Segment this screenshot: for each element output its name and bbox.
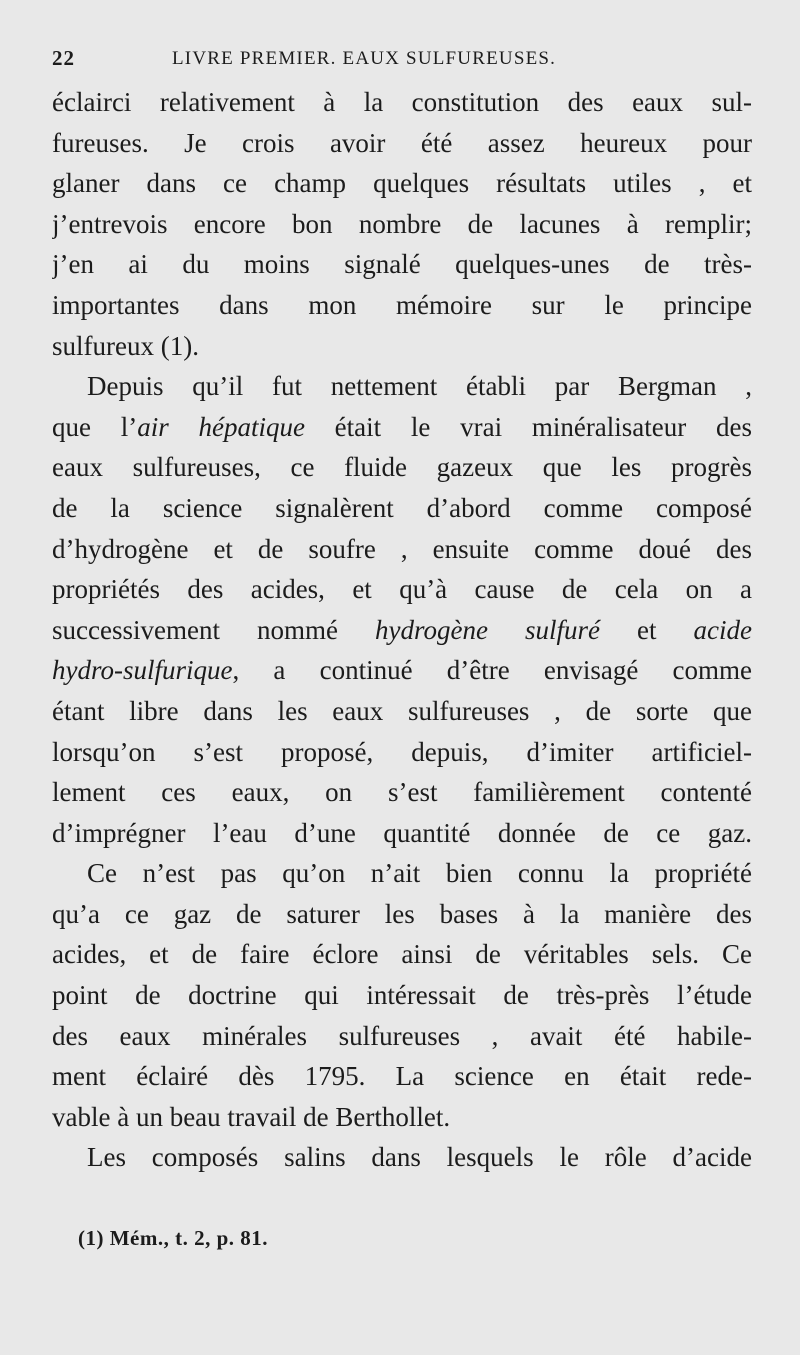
text-line: Ce n’est pas qu’on n’ait bien connu la propriété — [87, 858, 752, 889]
text-line: eaux sulfureuses, ce fluide gazeux que les progrès — [52, 452, 752, 483]
text-line: qu’a ce gaz de saturer les bases à la manière des — [52, 898, 752, 929]
text-line: sulfureux (1). — [52, 330, 199, 361]
text-line — [52, 610, 752, 651]
body-text — [52, 82, 752, 1178]
text-line: point de doctrine qui intéressait de très-près l’étude — [52, 980, 752, 1011]
text-line: importantes dans mon mémoire sur le principe — [52, 289, 752, 320]
text-line: j’en ai du moins signalé quelques-unes de très- — [52, 249, 752, 280]
text-line: d’imprégner l’eau d’une quantité donnée de ce gaz. — [52, 817, 752, 848]
italic-term: acide — [693, 614, 752, 645]
page-number: 22 — [52, 46, 75, 70]
text-run: successivement nommé — [52, 614, 375, 645]
text-run: et — [599, 614, 694, 645]
text-line: acides, et de faire éclore ainsi de véritables sels. Ce — [52, 939, 752, 970]
text-line: fureuses. Je crois avoir été assez heureux pour — [52, 127, 752, 158]
text-line: Les composés salins dans lesquels le rôle d’acide — [87, 1142, 752, 1173]
text-run: que l’ — [52, 411, 138, 442]
text-line: d’hydrogène et de soufre , ensuite comme doué des — [52, 533, 752, 564]
text-run: était le vrai minéralisateur des — [304, 411, 752, 442]
italic-term: hydrogène sulfuré — [374, 614, 600, 645]
text-line — [52, 407, 752, 448]
text-line: lorsqu’on s’est proposé, depuis, d’imiter artificiel- — [52, 736, 752, 767]
text-line: étant libre dans les eaux sulfureuses , de sorte que — [52, 695, 752, 726]
text-run: , a continué d’être envisagé comme — [232, 655, 752, 686]
running-head — [52, 46, 752, 76]
text-line: des eaux minérales sulfureuses , avait été habile- — [52, 1020, 752, 1051]
text-line: Depuis qu’il fut nettement établi par Bergman , — [87, 371, 752, 402]
text-line: vable à un beau travail de Berthollet. — [52, 1101, 451, 1132]
text-line: j’entrevois encore bon nombre de lacunes à remplir; — [52, 208, 752, 239]
text-line: de la science signalèrent d’abord comme composé — [52, 492, 752, 523]
text-line: glaner dans ce champ quelques résultats utiles , et — [52, 168, 752, 199]
running-title: LIVRE PREMIER. EAUX SULFUREUSES. — [172, 48, 557, 69]
italic-term: hydro-sulfurique — [52, 655, 233, 686]
text-line: lement ces eaux, on s’est familièrement contenté — [52, 777, 752, 808]
text-line: ment éclairé dès 1795. La science en était rede- — [52, 1061, 752, 1092]
footnote: (1) Mém., t. 2, p. 81. — [78, 1226, 269, 1250]
italic-term: air hépatique — [137, 411, 305, 442]
text-line: propriétés des acides, et qu’à cause de cela on a — [52, 574, 752, 605]
text-line: éclairci relativement à la constitution des eaux sul- — [52, 87, 752, 117]
text-line — [52, 650, 752, 691]
